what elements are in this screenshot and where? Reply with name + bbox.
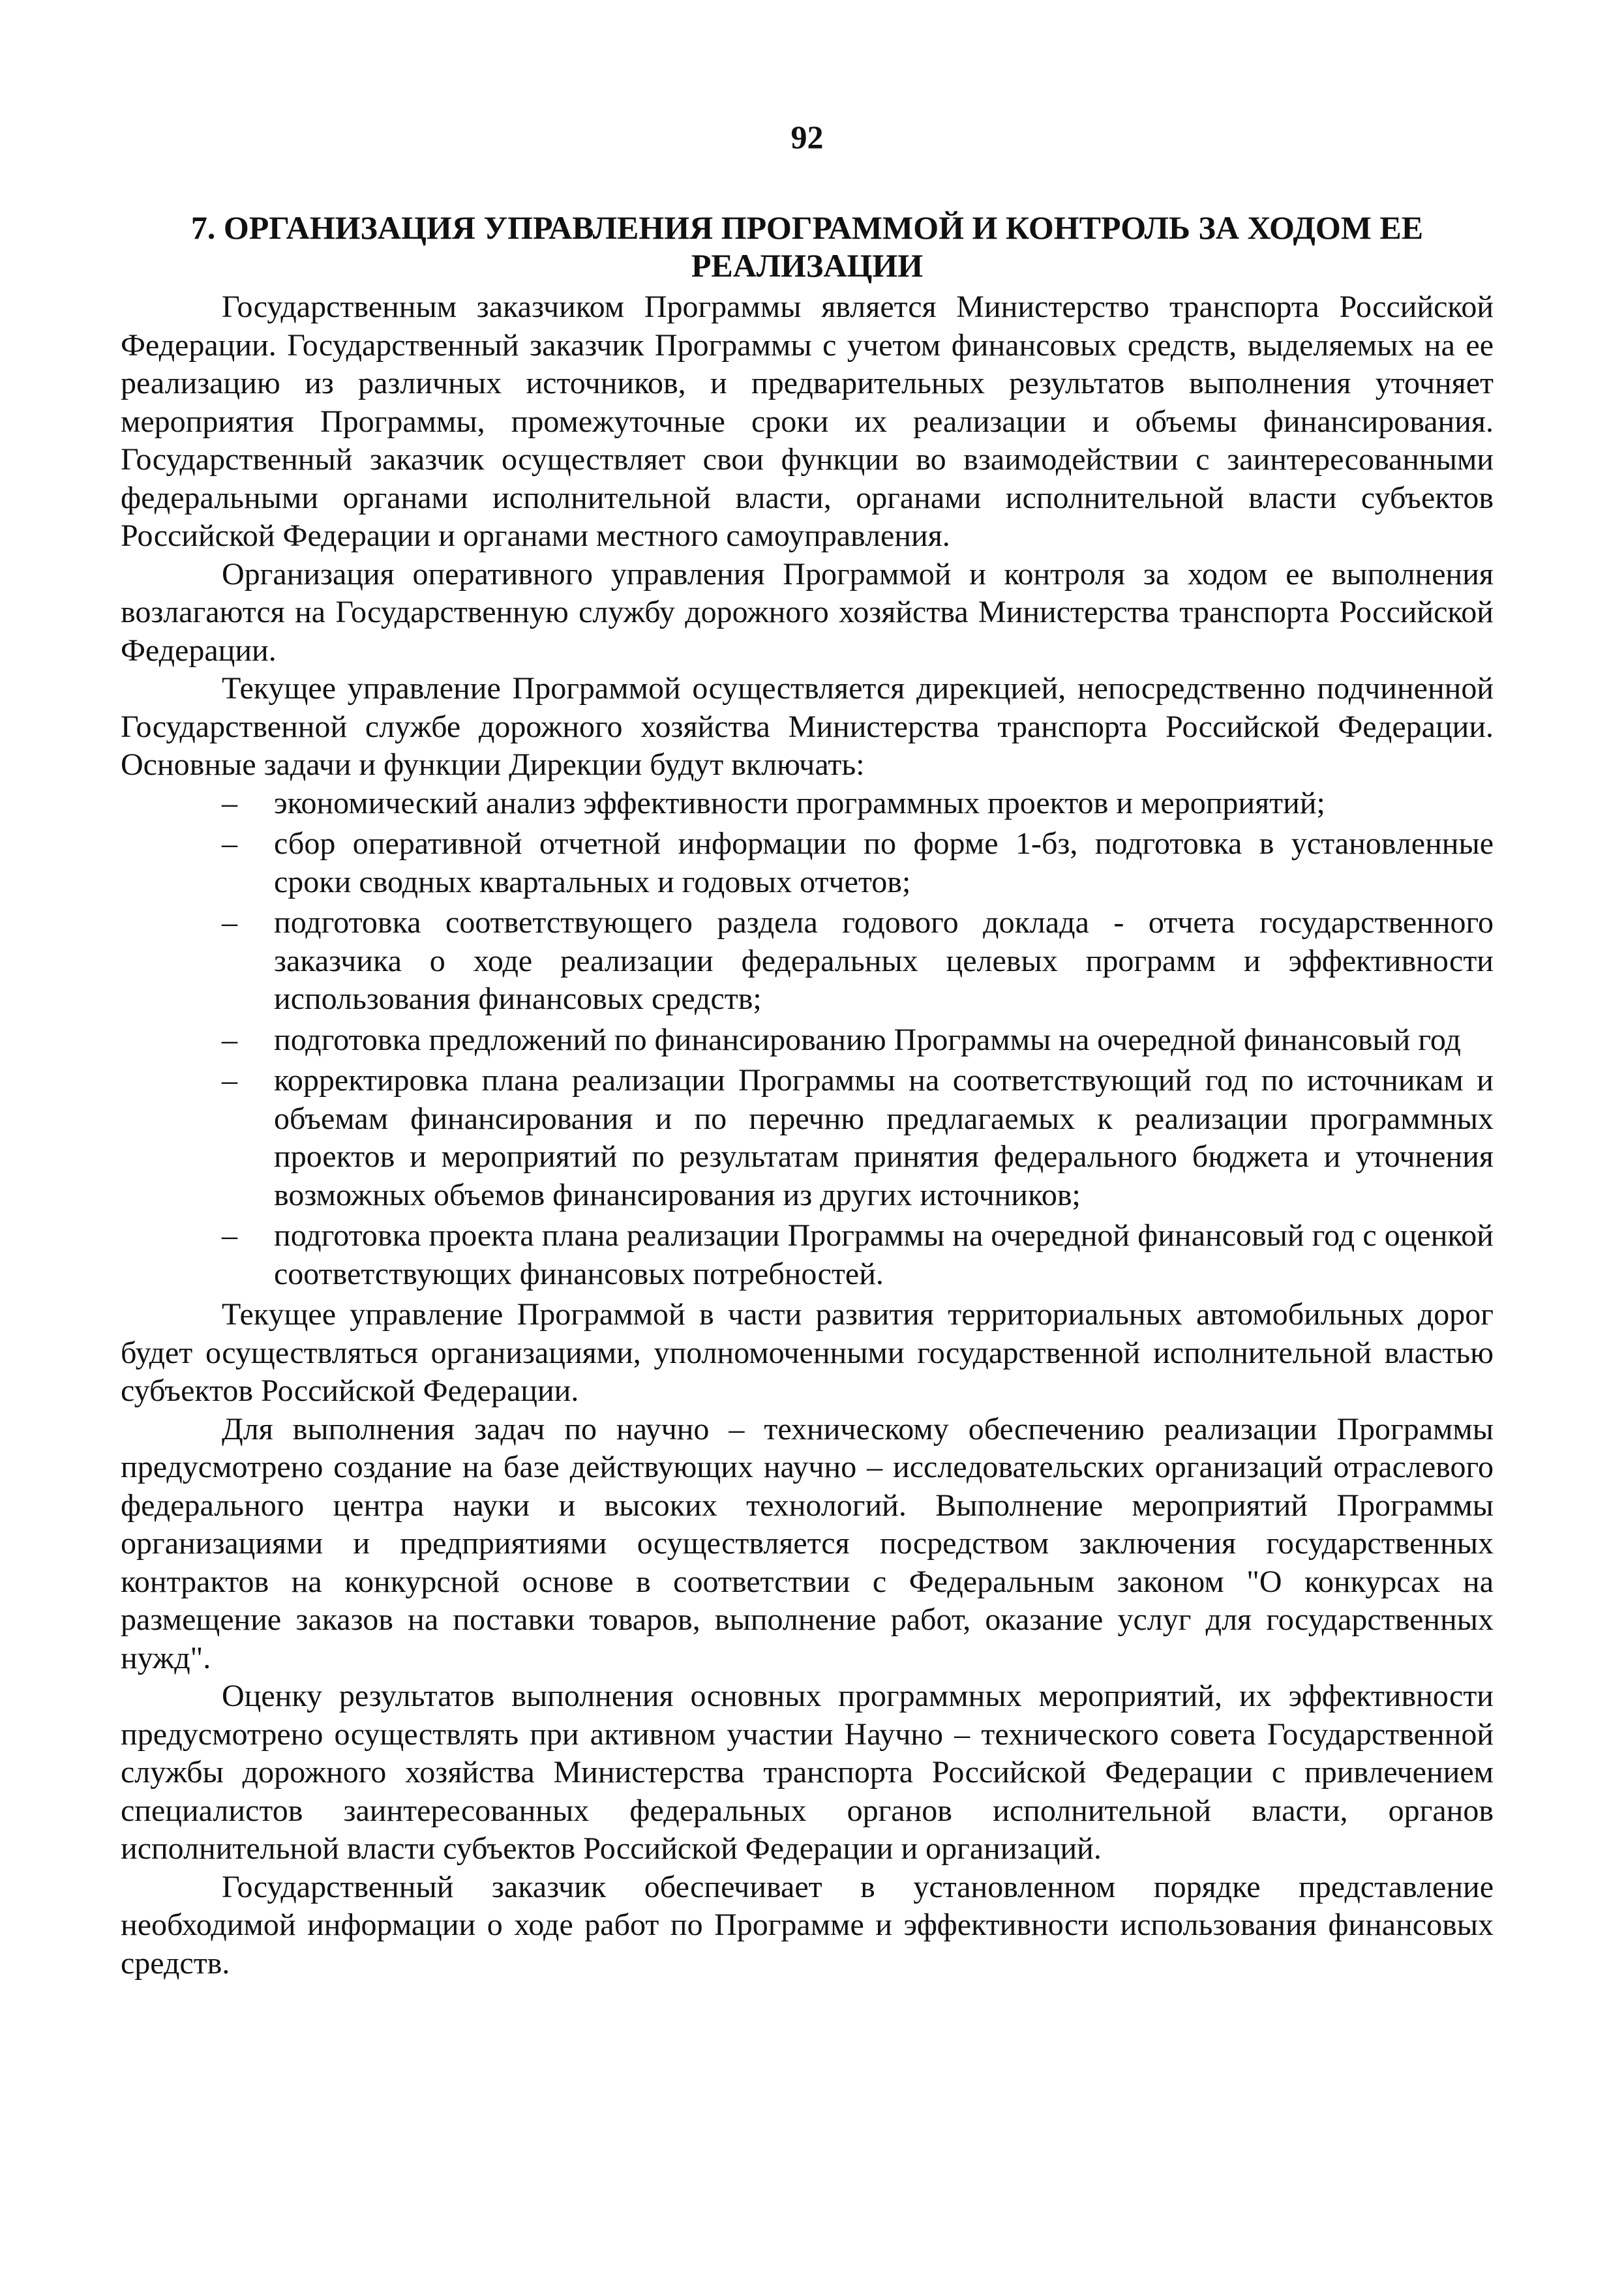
list-item-text: экономический анализ эффективности программных проектов и мероприятий; (274, 785, 1325, 820)
list-dash: – (222, 1022, 237, 1057)
directorate-tasks-list (121, 785, 1494, 1294)
list-dash: – (222, 905, 237, 940)
paragraph-operational-management: Организация оперативного управления Программой и контроля за ходом ее выполнения возлагаются на Государственную службу дорожного хозяйства Министерства транспорта Российской Федерации. (121, 556, 1494, 668)
list-dash: – (222, 785, 237, 820)
paragraph-information-provision: Государственный заказчик обеспечивает в установленном порядке представление необходимой информации о ходе работ по Программе и эффективности использования финансовых средств. (121, 1869, 1494, 1981)
list-item (121, 825, 1494, 901)
section-heading: 7. ОРГАНИЗАЦИЯ УПРАВЛЕНИЯ ПРОГРАММОЙ И КОНТРОЛЬ ЗА ХОДОМ ЕЕ РЕАЛИЗАЦИИ (190, 209, 1424, 284)
list-item (121, 1062, 1494, 1214)
list-item-text: подготовка проекта плана реализации Программы на очередной финансовый год с оценкой соответствующих финансовых потребностей. (274, 1218, 1494, 1291)
list-item (121, 904, 1494, 1019)
document-page (121, 117, 1494, 1983)
list-item (121, 785, 1494, 823)
list-dash: – (222, 1063, 237, 1098)
list-item-text: сбор оперативной отчетной информации по форме 1-бз, подготовка в установленные сроки сводных квартальных и годовых отчетов; (274, 826, 1494, 899)
list-item-text: подготовка соответствующего раздела годового доклада - отчета государственного заказчика о ходе реализации федеральных целевых программ и эффективности использования финансовых средств; (274, 905, 1494, 1016)
list-item (121, 1021, 1494, 1060)
list-item-text: подготовка предложений по финансированию Программы на очередной финансовый год (274, 1022, 1461, 1057)
paragraph-territorial-roads: Текущее управление Программой в части развития территориальных автомобильных дорог будет осуществляться организациями, уполномоченными государственной исполнительной властью субъектов Российской Федерации. (121, 1297, 1494, 1408)
paragraph-results-evaluation: Оценку результатов выполнения основных программных мероприятий, их эффективности предусмотрено осуществлять при активном участии Научно – технического совета Государственной службы дорожного хозяйства Министерства транспорта Российской Федерации с привлечением специалистов заинтересованных федеральных органов исполнительной власти, органов исполнительной власти субъектов Российской Федерации и организаций. (121, 1679, 1494, 1866)
list-dash: – (222, 1218, 237, 1253)
list-dash: – (222, 826, 237, 861)
paragraph-scientific-support: Для выполнения задач по научно – техническому обеспечению реализации Программы предусмотрено создание на базе действующих научно – исследовательских организаций отраслевого федерального центра науки и высоких технологий. Выполнение мероприятий Программы организациями и предприятиями осуществляется посредством заключения государственных контрактов на конкурсной основе в соответствии с Федеральным законом "О конкурсах на размещение заказов на поставки товаров, выполнение работ, оказание услуг для государственных нужд". (121, 1411, 1494, 1675)
paragraph-state-customer: Государственным заказчиком Программы является Министерство транспорта Российской Федерации. Государственный заказчик Программы с учетом финансовых средств, выделяемых на ее реализацию из различных источников, и предварительных результатов выполнения уточняет мероприятия Программы, промежуточные сроки их реализации и объемы финансирования. Государственный заказчик осуществляет свои функции во взаимодействии с заинтересованными федеральными органами исполнительной власти, органами исполнительной власти субъектов Российской Федерации и органами местного самоуправления. (121, 290, 1494, 553)
list-item (121, 1217, 1494, 1293)
list-item-text: корректировка плана реализации Программы на соответствующий год по источникам и объемам финансирования и по перечню предлагаемых к реализации программных проектов и мероприятий по результатам принятия федерального бюджета и уточнения возможных объемов финансирования из других источников; (274, 1063, 1494, 1212)
page-number: 92 (790, 119, 824, 155)
paragraph-current-management: Текущее управление Программой осуществляется дирекцией, непосредственно подчиненной Государственной службе дорожного хозяйства Министерства транспорта Российской Федерации. Основные задачи и функции Дирекции будут включать: (121, 671, 1494, 782)
